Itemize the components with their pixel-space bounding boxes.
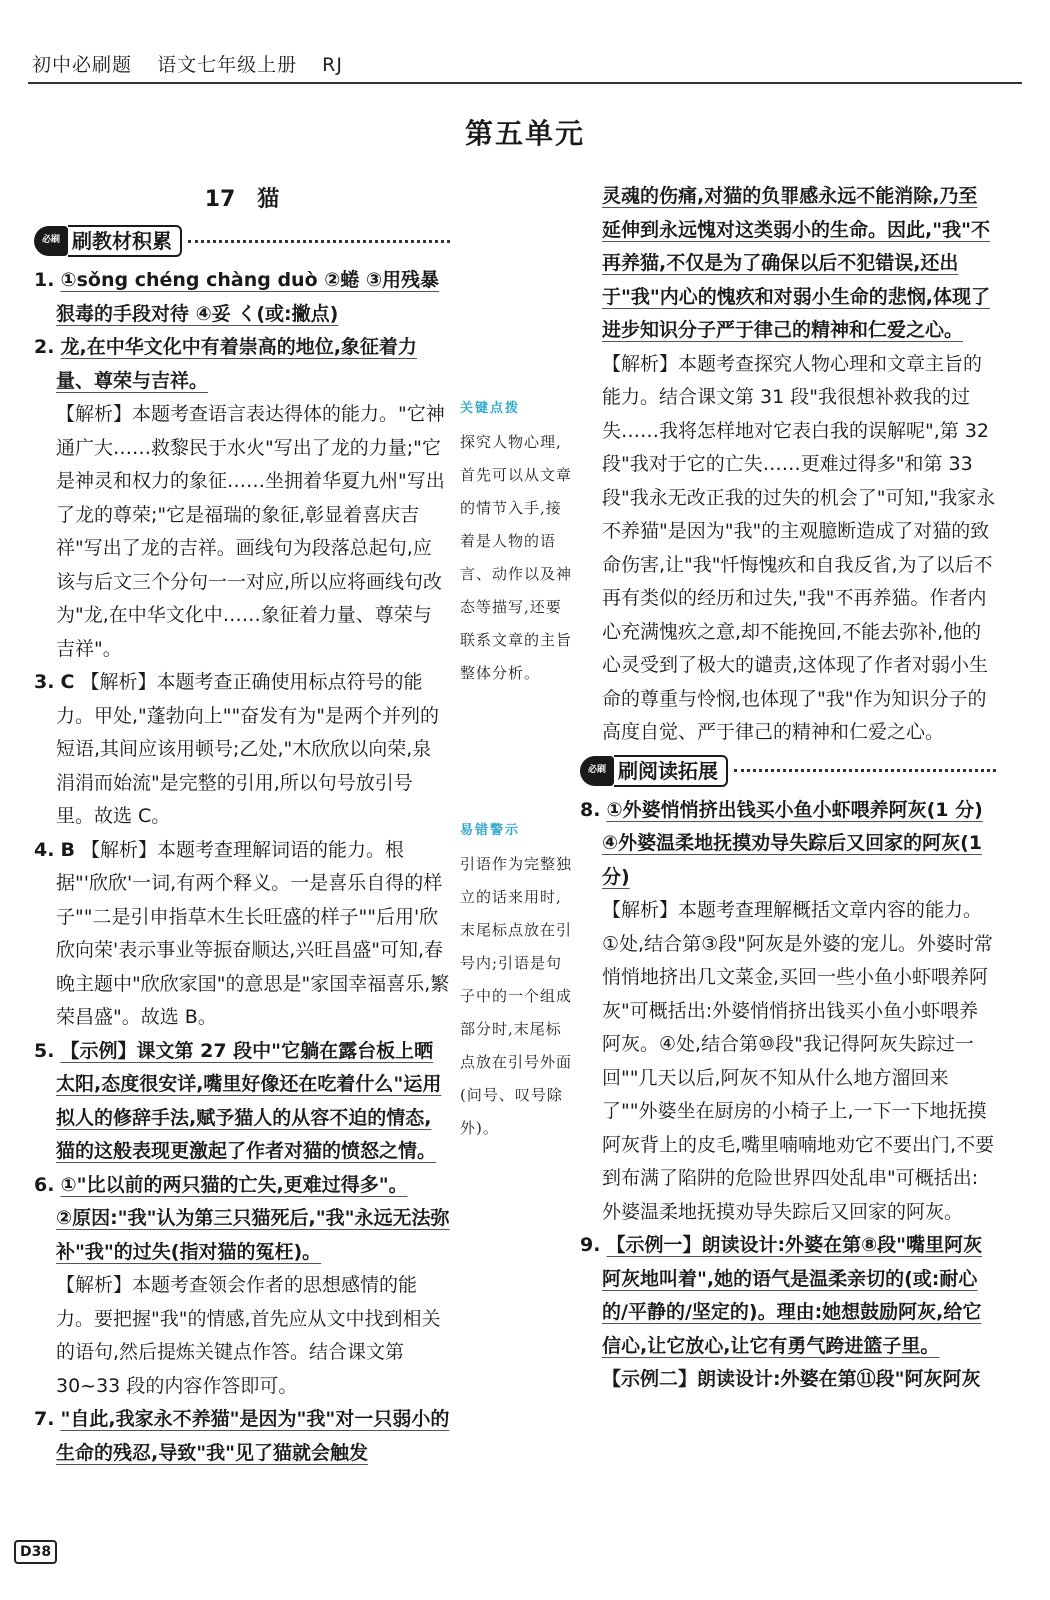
key-tip-heading: 关键点拨 xyxy=(460,401,521,416)
section-label: 刷教材积累 xyxy=(68,225,182,257)
answer-text: 【示例】课文第 27 段中"它躺在露台板上晒太阳,态度很安详,嘴里好像还在吃着什么"运用拟人的修辞手法,赋予猫人的从容不迫的情态,猫的这般表现更激起了作者对猫的愤怒之情。 xyxy=(56,1039,442,1162)
choice-letter: B xyxy=(60,838,75,861)
lesson-title: 17 猫 xyxy=(204,187,280,212)
question-6: 6. ①"比以前的两只猫的亡失,更难过得多"。 xyxy=(34,1173,408,1196)
dotted-divider xyxy=(188,240,450,243)
right-column xyxy=(580,180,996,1397)
question-8: 8. ①外婆悄悄挤出钱买小鱼小虾喂养阿灰(1 分) xyxy=(580,798,983,821)
error-warning-text: 引语作为完整独立的话来用时,末尾标点放在引号内;引语是句子中的一个组成部分时,末尾标点放在引号外面(问号、叹号除外)。 xyxy=(460,855,573,1137)
question-9: 9. 【示例一】朗读设计:外婆在第⑧段"嘴里阿灰阿灰地叫着",她的语气是温柔亲切的(或:耐心的/平静的/坚定的)。理由:她想鼓励阿灰,给它信心,让它放心,让它有勇气跨进篮子里。 xyxy=(580,1234,983,1357)
analysis-text: 【解析】本题考查正确使用标点符号的能力。甲处,"蓬勃向上""奋发有为"是两个并列的短语,其间应该用顿号;乙处,"木欣欣以向荣,泉涓涓而始流"是完整的引用,所以句号放引号里。故选 C。 xyxy=(56,671,439,827)
subject-name: 语文七年级上册 xyxy=(157,54,298,76)
unit-title: 第五单元 xyxy=(464,117,585,150)
section-label: 刷阅读拓展 xyxy=(614,755,728,787)
section-reading xyxy=(580,752,996,790)
answer-text: ①"比以前的两只猫的亡失,更难过得多"。 xyxy=(60,1173,408,1196)
answer-text: ④外婆温柔地抚摸劝导失踪后又回家的阿灰(1 分) xyxy=(602,832,982,888)
answer-text: 灵魂的伤痛,对猫的负罪感永远不能消除,乃至延伸到永远愧对这类弱小的生命。因此,"我"不再养猫,不仅是为了确保以后不犯错误,还出于"我"内心的愧疚和对弱小生命的悲悯,体现了进步知识分子严于律己的精神和仁爱之心。 xyxy=(602,185,991,341)
analysis-text: 【解析】本题考查探究人物心理和文章主旨的能力。结合课文第 31 段"我很想补救我的过失……我将怎样地对它表白我的误解呢",第 32 段"我对于它的亡失……更难过得多"和第 33 段"我永无改正我的过失的机会了"可知,"我家永不养猫"是因为"我"的主观臆断造成了对猫的致命伤害,让"我"忏悔愧疚和自我反省,为了以后不再有类似的经历和过失,"我"不再养猫。作者内心充满愧疚之意,却不能挽回,不能去弥补,他的心灵受到了极大的谴责,这体现了作者对弱小生命的尊重与怜悯,也体现了"我"作为知识分子的高度自觉、严于律己的精神和仁爱之心。 xyxy=(602,352,996,743)
key-tip-text: 探究人物心理,首先可以从文章的情节入手,接着是人物的语言、动作以及神态等描写,还要联系文章的主旨整体分析。 xyxy=(460,433,573,682)
question-5: 5. 【示例】课文第 27 段中"它躺在露台板上晒太阳,态度很安详,嘴里好像还在吃着什么"运用拟人的修辞手法,赋予猫人的从容不迫的情态,猫的这般表现更激起了作者对猫的愤怒之情。 xyxy=(34,1039,442,1162)
answer-text: ①外婆悄悄挤出钱买小鱼小虾喂养阿灰(1 分) xyxy=(606,798,983,821)
edition-code: RJ xyxy=(322,54,343,76)
answer-text: 龙,在中华文化中有着崇高的地位,象征着力量、尊荣与吉祥。 xyxy=(56,336,417,392)
page-number: D38 xyxy=(14,1540,57,1564)
question-2: 2. 龙,在中华文化中有着崇高的地位,象征着力量、尊荣与吉祥。 xyxy=(34,336,417,392)
section-accumulation xyxy=(34,222,450,260)
analysis-text: 【解析】本题考查语言表达得体的能力。"它神通广大……救黎民于水火"写出了龙的力量;"它是神灵和权力的象征……坐拥着华夏九州"写出了龙的尊荣;"它是福瑞的象征,彰显着喜庆吉祥"写出了龙的吉祥。画线句为段落总起句,应该与后文三个分句一一对应,所以应将画线句改为"龙,在中华文化中……象征着力量、尊荣与吉祥"。 xyxy=(56,403,445,660)
question-3: 3. C 【解析】本题考查正确使用标点符号的能力。甲处,"蓬勃向上""奋发有为"是两个并列的短语,其间应该用顿号;乙处,"木欣欣以向荣,泉涓涓而始流"是完整的引用,所以句号放引号里。故选 C。 xyxy=(34,671,439,827)
running-header xyxy=(32,50,361,77)
answer-text: "自此,我家永不养猫"是因为"我"对一只弱小的生命的残忍,导致"我"见了猫就会触发 xyxy=(56,1408,450,1464)
brush-badge-icon: 必刷 xyxy=(34,226,68,256)
error-warning-heading: 易错警示 xyxy=(460,823,521,838)
side-notes-column xyxy=(460,398,572,1275)
left-column xyxy=(34,180,450,1470)
question-4: 4. B 【解析】本题考查理解词语的能力。根据"'欣欣'一词,有两个释义。一是喜乐自得的样子""二是引申指草木生长旺盛的样子""后用'欣欣向荣'表示事业等振奋顺达,兴旺昌盛"可知,春晚主题中"欣欣家国"的意思是"家国幸福喜乐,繁荣昌盛"。故选 B。 xyxy=(34,838,450,1028)
answer-text: 【示例二】朗读设计:外婆在第⑪段"阿灰阿灰 xyxy=(602,1368,981,1390)
header-divider xyxy=(28,82,1022,84)
dotted-divider xyxy=(734,769,996,772)
answer-text: 【示例一】朗读设计:外婆在第⑧段"嘴里阿灰阿灰地叫着",她的语气是温柔亲切的(或:耐心的/平静的/坚定的)。理由:她想鼓励阿灰,给它信心,让它放心,让它有勇气跨进篮子里。 xyxy=(602,1234,983,1357)
analysis-text: 【解析】本题考查理解概括文章内容的能力。①处,结合第③段"阿灰是外婆的宠儿。外婆时常悄悄地挤出几文菜金,买回一些小鱼小虾喂养阿灰"可概括出:外婆悄悄挤出钱买小鱼小虾喂养阿灰。④处,结合第⑩段"我记得阿灰失踪过一回""几天以后,阿灰不知从什么地方溜回来了""外婆坐在厨房的小椅子上,一下一下地抚摸阿灰背上的皮毛,嘴里喃喃地劝它不要出门,不要到布满了陷阱的危险世界四处乱串"可概括出:外婆温柔地抚摸劝导失踪后又回家的阿灰。 xyxy=(602,899,995,1223)
answer-text: ②原因:"我"认为第三只猫死后,"我"永远无法弥补"我"的过失(指对猫的冤枉)。 xyxy=(56,1207,450,1263)
question-1: 1. ①sǒng chéng chàng duò ②蜷 ③用残暴狠毒的手段对待 ④妥 く(或:撇点) xyxy=(34,269,440,325)
brush-badge-icon: 必刷 xyxy=(580,756,614,786)
answer-text: ①sǒng chéng chàng duò ②蜷 ③用残暴狠毒的手段对待 ④妥 く(或:撇点) xyxy=(56,269,440,325)
analysis-text: 【解析】本题考查理解词语的能力。根据"'欣欣'一词,有两个释义。一是喜乐自得的样子""二是引申指草木生长旺盛的样子""后用'欣欣向荣'表示事业等振奋顺达,兴旺昌盛"可知,春晚主题中"欣欣家国"的意思是"家国幸福喜乐,繁荣昌盛"。故选 B。 xyxy=(56,838,450,1028)
choice-letter: C xyxy=(60,671,75,693)
series-name: 初中必刷题 xyxy=(32,54,133,76)
analysis-text: 【解析】本题考查领会作者的思想感情的能力。要把握"我"的情感,首先应从文中找到相关的语句,然后提炼关键点作答。结合课文第 30~33 段的内容作答即可。 xyxy=(56,1274,441,1397)
question-7: 7. "自此,我家永不养猫"是因为"我"对一只弱小的生命的残忍,导致"我"见了猫就会触发 xyxy=(34,1408,450,1464)
